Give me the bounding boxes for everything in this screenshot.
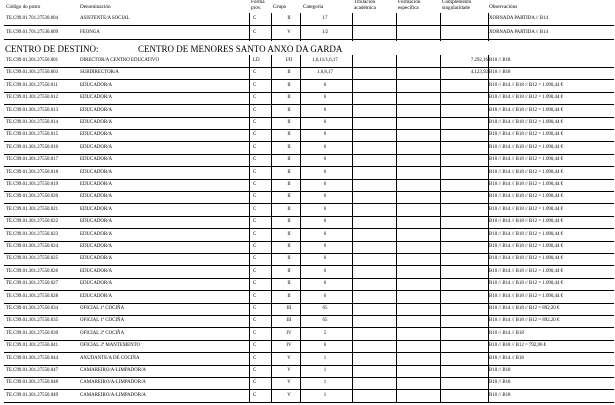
cell-grupo: II (287, 231, 291, 237)
cell-categoria: 6 (323, 120, 327, 125)
cell-grupo: II (287, 70, 291, 76)
cell-categoria: 6 (323, 82, 327, 88)
cell-forma: C (253, 368, 257, 373)
cell-codigo: TE.C99.01.301.27550.020 (6, 194, 59, 200)
cell-forma: C (253, 268, 257, 274)
cell-forma: C (253, 256, 257, 262)
cell-observaciones: B10 // B14 // B18 // B12 = 1.090,44 € (489, 107, 564, 113)
cell-denominacion: EDUCADOR/A (80, 194, 113, 200)
cell-observaciones: B10 // B14 // B18 // B12 = 1.090,44 € (489, 244, 564, 249)
cell-grupo: V (287, 30, 291, 35)
cell-categoria: 6 (323, 293, 327, 299)
cell-grupo: II (287, 293, 291, 299)
cell-codigo: TE.C99.01.301.27550.048 (6, 380, 59, 386)
cell-denominacion: EDUCADOR/A (80, 219, 113, 225)
cell-forma: C (253, 95, 257, 101)
cell-denominacion: SUBDIRECTOR/A (80, 70, 119, 76)
cell-observaciones: XORNADA PARTIDA // B14 (489, 30, 548, 35)
cell-categoria: 6 (323, 343, 327, 349)
cell-categoria: 1 (323, 392, 327, 398)
cell-grupo: V (287, 392, 291, 398)
cell-denominacion: OFICIAL 2ª MANTEMENTO (80, 343, 141, 349)
cell-grupo: II (287, 268, 291, 274)
cell-forma: C (253, 318, 257, 324)
cell-denominacion: EDUCADOR/A (80, 281, 113, 287)
cell-categoria: 6 (323, 206, 327, 212)
cell-categoria: 65 (322, 306, 328, 311)
cell-observaciones: B10 // B14 // B18 // B12 = 1.090,44 € (489, 144, 564, 150)
table-row (0, 13, 615, 27)
cell-codigo: TE.C99.01.301.27550.025 (6, 256, 59, 262)
cell-grupo: II (287, 120, 291, 125)
column-divider (396, 13, 397, 41)
cell-forma: C (253, 244, 257, 249)
cell-forma: C (253, 355, 257, 361)
cell-codigo: TE.C99.01.301.27550.017 (6, 157, 59, 163)
cell-grupo: II (287, 107, 291, 113)
cell-forma: C (253, 380, 257, 386)
cell-observaciones: B10 // B14 // B18 // B12 = 892,20 € (489, 318, 560, 324)
cell-observaciones: B10 // B14 // B18 // B12 = 1.090,44 € (489, 281, 564, 287)
cell-codigo: TE.C99.01.301.27550.027 (6, 281, 59, 287)
cell-forma: C (253, 82, 257, 88)
cell-categoria: 17 (322, 16, 328, 21)
cell-codigo: TE.C99.01.301.27550.035 (6, 318, 59, 324)
cell-categoria: 1,6,11/1,6,17 (312, 58, 338, 63)
cell-observaciones: B10 // B18 (489, 380, 511, 386)
cell-codigo: TE.C99.01.301.27550.021 (6, 206, 59, 212)
header-observaciones: Observacións (489, 4, 518, 10)
cell-denominacion: CAMAREIRO/A-LIMPADOR/A (80, 368, 146, 373)
cell-grupo: IV (286, 330, 292, 336)
cell-categoria: 6 (323, 244, 327, 249)
cell-denominacion: EDUCADOR/A (80, 256, 113, 262)
cell-categoria: 65 (322, 318, 328, 324)
cell-codigo: TE.C99.01.301.27550.026 (6, 268, 59, 274)
cell-grupo: III (286, 306, 292, 311)
cell-grupo: II (287, 256, 291, 262)
destination-label: CENTRO DE DESTINO: (5, 44, 99, 54)
cell-grupo: II (287, 169, 291, 175)
cell-categoria: 6 (323, 169, 327, 175)
header-denominacion: Denominación (80, 4, 111, 10)
cell-grupo: II (287, 194, 291, 200)
cell-observaciones: XORNADA PARTIDA // B14 (489, 16, 548, 21)
header-complemento: Complemento singularidade (442, 0, 472, 11)
cell-categoria: 6 (323, 281, 327, 287)
cell-codigo: TE.C99.01.701.27530.004 (6, 16, 59, 21)
cell-grupo: II (287, 16, 291, 21)
cell-forma: C (253, 182, 257, 187)
cell-codigo: TE.C99.01.301.27550.049 (6, 392, 59, 398)
cell-categoria: 6 (323, 107, 327, 113)
cell-forma: LD (253, 58, 260, 63)
column-divider (440, 13, 441, 41)
cell-forma: C (253, 157, 257, 163)
cell-forma: C (253, 194, 257, 200)
cell-grupo: V (287, 380, 291, 386)
cell-codigo: TE.C99.01.301.27550.011 (6, 82, 58, 88)
cell-denominacion: DIRECTOR/A CENTRO EDUCATIVO (80, 58, 159, 63)
cell-forma: C (253, 107, 257, 113)
header-grupo: Grupo (273, 4, 287, 10)
column-divider (488, 13, 489, 41)
cell-codigo: TE.C99.01.301.27550.044 (6, 355, 59, 361)
cell-observaciones: B10 // B18 // B12 = 792,96 € (489, 343, 547, 349)
cell-observaciones: B10 // B18 (489, 58, 511, 63)
cell-forma: C (253, 293, 257, 299)
cell-categoria: 6 (323, 182, 327, 187)
cell-forma: C (253, 16, 257, 21)
cell-forma: C (253, 231, 257, 237)
cell-denominacion: EDUCADOR/A (80, 157, 113, 163)
cell-observaciones: B10 // B14 // B18 (489, 355, 524, 361)
cell-grupo: I/II (285, 58, 293, 63)
cell-categoria: 6 (323, 256, 327, 262)
cell-grupo: V (287, 355, 291, 361)
cell-observaciones: B10 // B14 // B18 // B12 = 892,20 € (489, 306, 560, 311)
cell-codigo: TE.C99.01.301.27550.016 (6, 144, 59, 150)
cell-observaciones: B10 // B14 // B18 // B12 = 1.090,44 € (489, 219, 564, 225)
column-divider (352, 13, 353, 41)
header-forma: Forma prov. (251, 0, 265, 11)
cell-grupo: V (287, 368, 291, 373)
cell-observaciones: B10 // B14 // B18 // B12 = 1.090,44 € (489, 268, 564, 274)
column-divider (488, 55, 489, 403)
cell-denominacion: ASISTENTE/A SOCIAL (80, 16, 130, 21)
header-formacion: Formación específica (398, 0, 421, 11)
cell-denominacion: EDUCADOR/A (80, 293, 113, 299)
cell-forma: C (253, 219, 257, 225)
cell-observaciones: B10 // B14 // B18 // B12 = 1.090,44 € (489, 194, 564, 200)
cell-denominacion: EDUCADOR/A (80, 107, 113, 113)
cell-categoria: 6 (323, 157, 327, 163)
cell-grupo: III (286, 318, 292, 324)
cell-observaciones: B10 // B14 // B18 // B12 = 1.090,44 € (489, 120, 564, 125)
cell-categoria: 6 (323, 144, 327, 150)
cell-denominacion: EDUCADOR/A (80, 206, 113, 212)
header-titulacion: Titulación académica (354, 0, 376, 11)
cell-denominacion: OFICIAL 1ª COCIÑA (80, 306, 125, 311)
cell-denominacion: EDUCADOR/A (80, 132, 113, 138)
column-divider (271, 55, 272, 403)
cell-codigo: TE.C99.01.301.27550.022 (6, 219, 59, 225)
cell-codigo: TE.C99.01.301.27550.041 (6, 343, 59, 349)
cell-forma: C (253, 30, 257, 35)
cell-forma: C (253, 306, 257, 311)
destination-heading (5, 44, 343, 54)
cell-codigo: TE.C99.01.301.27550.023 (6, 231, 59, 237)
cell-codigo: TE.C99.01.301.27550.013 (6, 107, 59, 113)
cell-codigo: TE.C99.01.301.27550.028 (6, 293, 59, 299)
cell-denominacion: OFICIAL 1ª COCIÑA (80, 318, 125, 324)
cell-categoria: 5 (323, 330, 327, 336)
cell-grupo: II (287, 281, 291, 287)
cell-grupo: II (287, 157, 291, 163)
cell-categoria: 1 (323, 368, 327, 373)
cell-forma: C (253, 169, 257, 175)
cell-codigo: TE.C99.01.301.27550.012 (6, 95, 59, 101)
cell-categoria: 6 (323, 194, 327, 200)
column-divider (440, 55, 441, 403)
cell-observaciones: B10 // B18 (489, 70, 511, 76)
cell-denominacion: EDUCADOR/A (80, 144, 113, 150)
cell-denominacion: EDUCADOR/A (80, 244, 113, 249)
cell-forma: C (253, 392, 257, 398)
column-divider (249, 55, 250, 403)
cell-codigo: TE.C99.01.301.27550.047 (6, 368, 59, 373)
cell-grupo: II (287, 244, 291, 249)
column-divider (249, 13, 250, 41)
cell-observaciones: B10 // B14 // B18 // B12 = 1.090,44 € (489, 206, 564, 212)
cell-grupo: II (287, 144, 291, 150)
cell-denominacion: CAMAREIRO/A-LIMPADOR/A (80, 392, 146, 398)
cell-observaciones: B10 // B14 // B18 // B12 = 1.090,44 € (489, 169, 564, 175)
cell-grupo: II (287, 132, 291, 138)
cell-grupo: II (287, 182, 291, 187)
cell-forma: C (253, 330, 257, 336)
header-codigo: Código do posto (6, 4, 41, 10)
cell-grupo: II (287, 206, 291, 212)
cell-grupo: IV (286, 343, 292, 349)
cell-categoria: 6 (323, 268, 327, 274)
cell-codigo: TE.C99.01.701.27530.009 (6, 30, 59, 35)
cell-observaciones: B10 // B14 // B18 (489, 330, 524, 336)
cell-observaciones: B10 // B14 // B18 // B12 = 1.090,44 € (489, 95, 564, 101)
cell-denominacion: OFICIAL 2ª COCIÑA (80, 330, 125, 336)
cell-denominacion: EDUCADOR/A (80, 169, 113, 175)
cell-denominacion: FEONGA (80, 30, 100, 35)
cell-forma: C (253, 120, 257, 125)
cell-codigo: TE.C99.01.301.27550.024 (6, 244, 59, 249)
cell-denominacion: EDUCADOR/A (80, 95, 113, 101)
cell-observaciones: B10 // B14 // B18 // B12 = 1.090,44 € (489, 293, 564, 299)
cell-denominacion: EDUCADOR/A (80, 120, 113, 125)
cell-categoria: 6 (323, 132, 327, 138)
destination-name: CENTRO DE MENORES SANTO ANXO DA GARDA (138, 44, 343, 54)
cell-categoria: 1 (323, 355, 327, 361)
column-divider (352, 55, 353, 403)
cell-codigo: TE.C99.01.301.27550.003 (6, 70, 59, 76)
cell-denominacion: CAMAREIRO/A-LIMPADOR/A (80, 380, 146, 386)
cell-codigo: TE.C99.01.301.27550.019 (6, 182, 59, 187)
cell-denominacion: EDUCADOR/A (80, 268, 113, 274)
cell-forma: C (253, 343, 257, 349)
cell-complemento: 7.292,16 (470, 58, 488, 63)
cell-forma: C (253, 206, 257, 212)
cell-forma: C (253, 281, 257, 287)
cell-codigo: TE.C99.01.301.27550.034 (6, 306, 59, 311)
cell-categoria: 6 (323, 231, 327, 237)
cell-codigo: TE.C99.01.301.27550.015 (6, 132, 59, 138)
cell-categoria: 1,6,8,17 (317, 70, 333, 76)
cell-forma: C (253, 144, 257, 150)
column-divider (300, 55, 301, 403)
cell-grupo: II (287, 219, 291, 225)
header-categoria: Categoría (303, 4, 324, 10)
cell-grupo: II (287, 82, 291, 88)
cell-observaciones: B10 // B14 // B18 // B12 = 1.090,44 € (489, 182, 564, 187)
cell-denominacion: EDUCADOR/A (80, 82, 113, 88)
cell-complemento: 4.123,92 (470, 70, 488, 76)
table-row (0, 27, 615, 41)
cell-grupo: II (287, 95, 291, 101)
cell-categoria: 6 (323, 219, 327, 225)
cell-codigo: TE.C99.01.301.27550.030 (6, 330, 59, 336)
cell-observaciones: B10 // B14 // B18 // B12 = 1.090,44 € (489, 132, 564, 138)
cell-categoria: 6 (323, 95, 327, 101)
cell-observaciones: B10 // B14 // B18 // B12 = 1.090,44 € (489, 82, 564, 88)
column-divider (300, 13, 301, 41)
cell-observaciones: B10 // B14 // B18 // B12 = 1.090,44 € (489, 157, 564, 163)
cell-denominacion: AXUDANTE/A DE COCIÑA (80, 355, 140, 361)
cell-observaciones: B10 // B18 (489, 392, 511, 398)
cell-observaciones: B10 // B14 // B18 // B12 = 1.090,44 € (489, 256, 564, 262)
cell-forma: C (253, 132, 257, 138)
cell-forma: C (253, 70, 257, 76)
cell-categoria: 1/2 (321, 30, 329, 35)
cell-codigo: TE.C99.01.301.27550.001 (6, 58, 59, 63)
column-divider (396, 55, 397, 403)
cell-denominacion: EDUCADOR/A (80, 231, 113, 237)
cell-codigo: TE.C99.01.301.27550.018 (6, 169, 59, 175)
cell-categoria: 1 (323, 380, 327, 386)
cell-observaciones: B10 // B14 // B18 // B12 = 1.090,44 € (489, 231, 564, 237)
table-row (0, 390, 615, 404)
cell-observaciones: B10 // B18 (489, 368, 511, 373)
cell-denominacion: EDUCADOR/A (80, 182, 113, 187)
column-divider (271, 13, 272, 41)
cell-codigo: TE.C99.01.301.27550.014 (6, 120, 59, 125)
